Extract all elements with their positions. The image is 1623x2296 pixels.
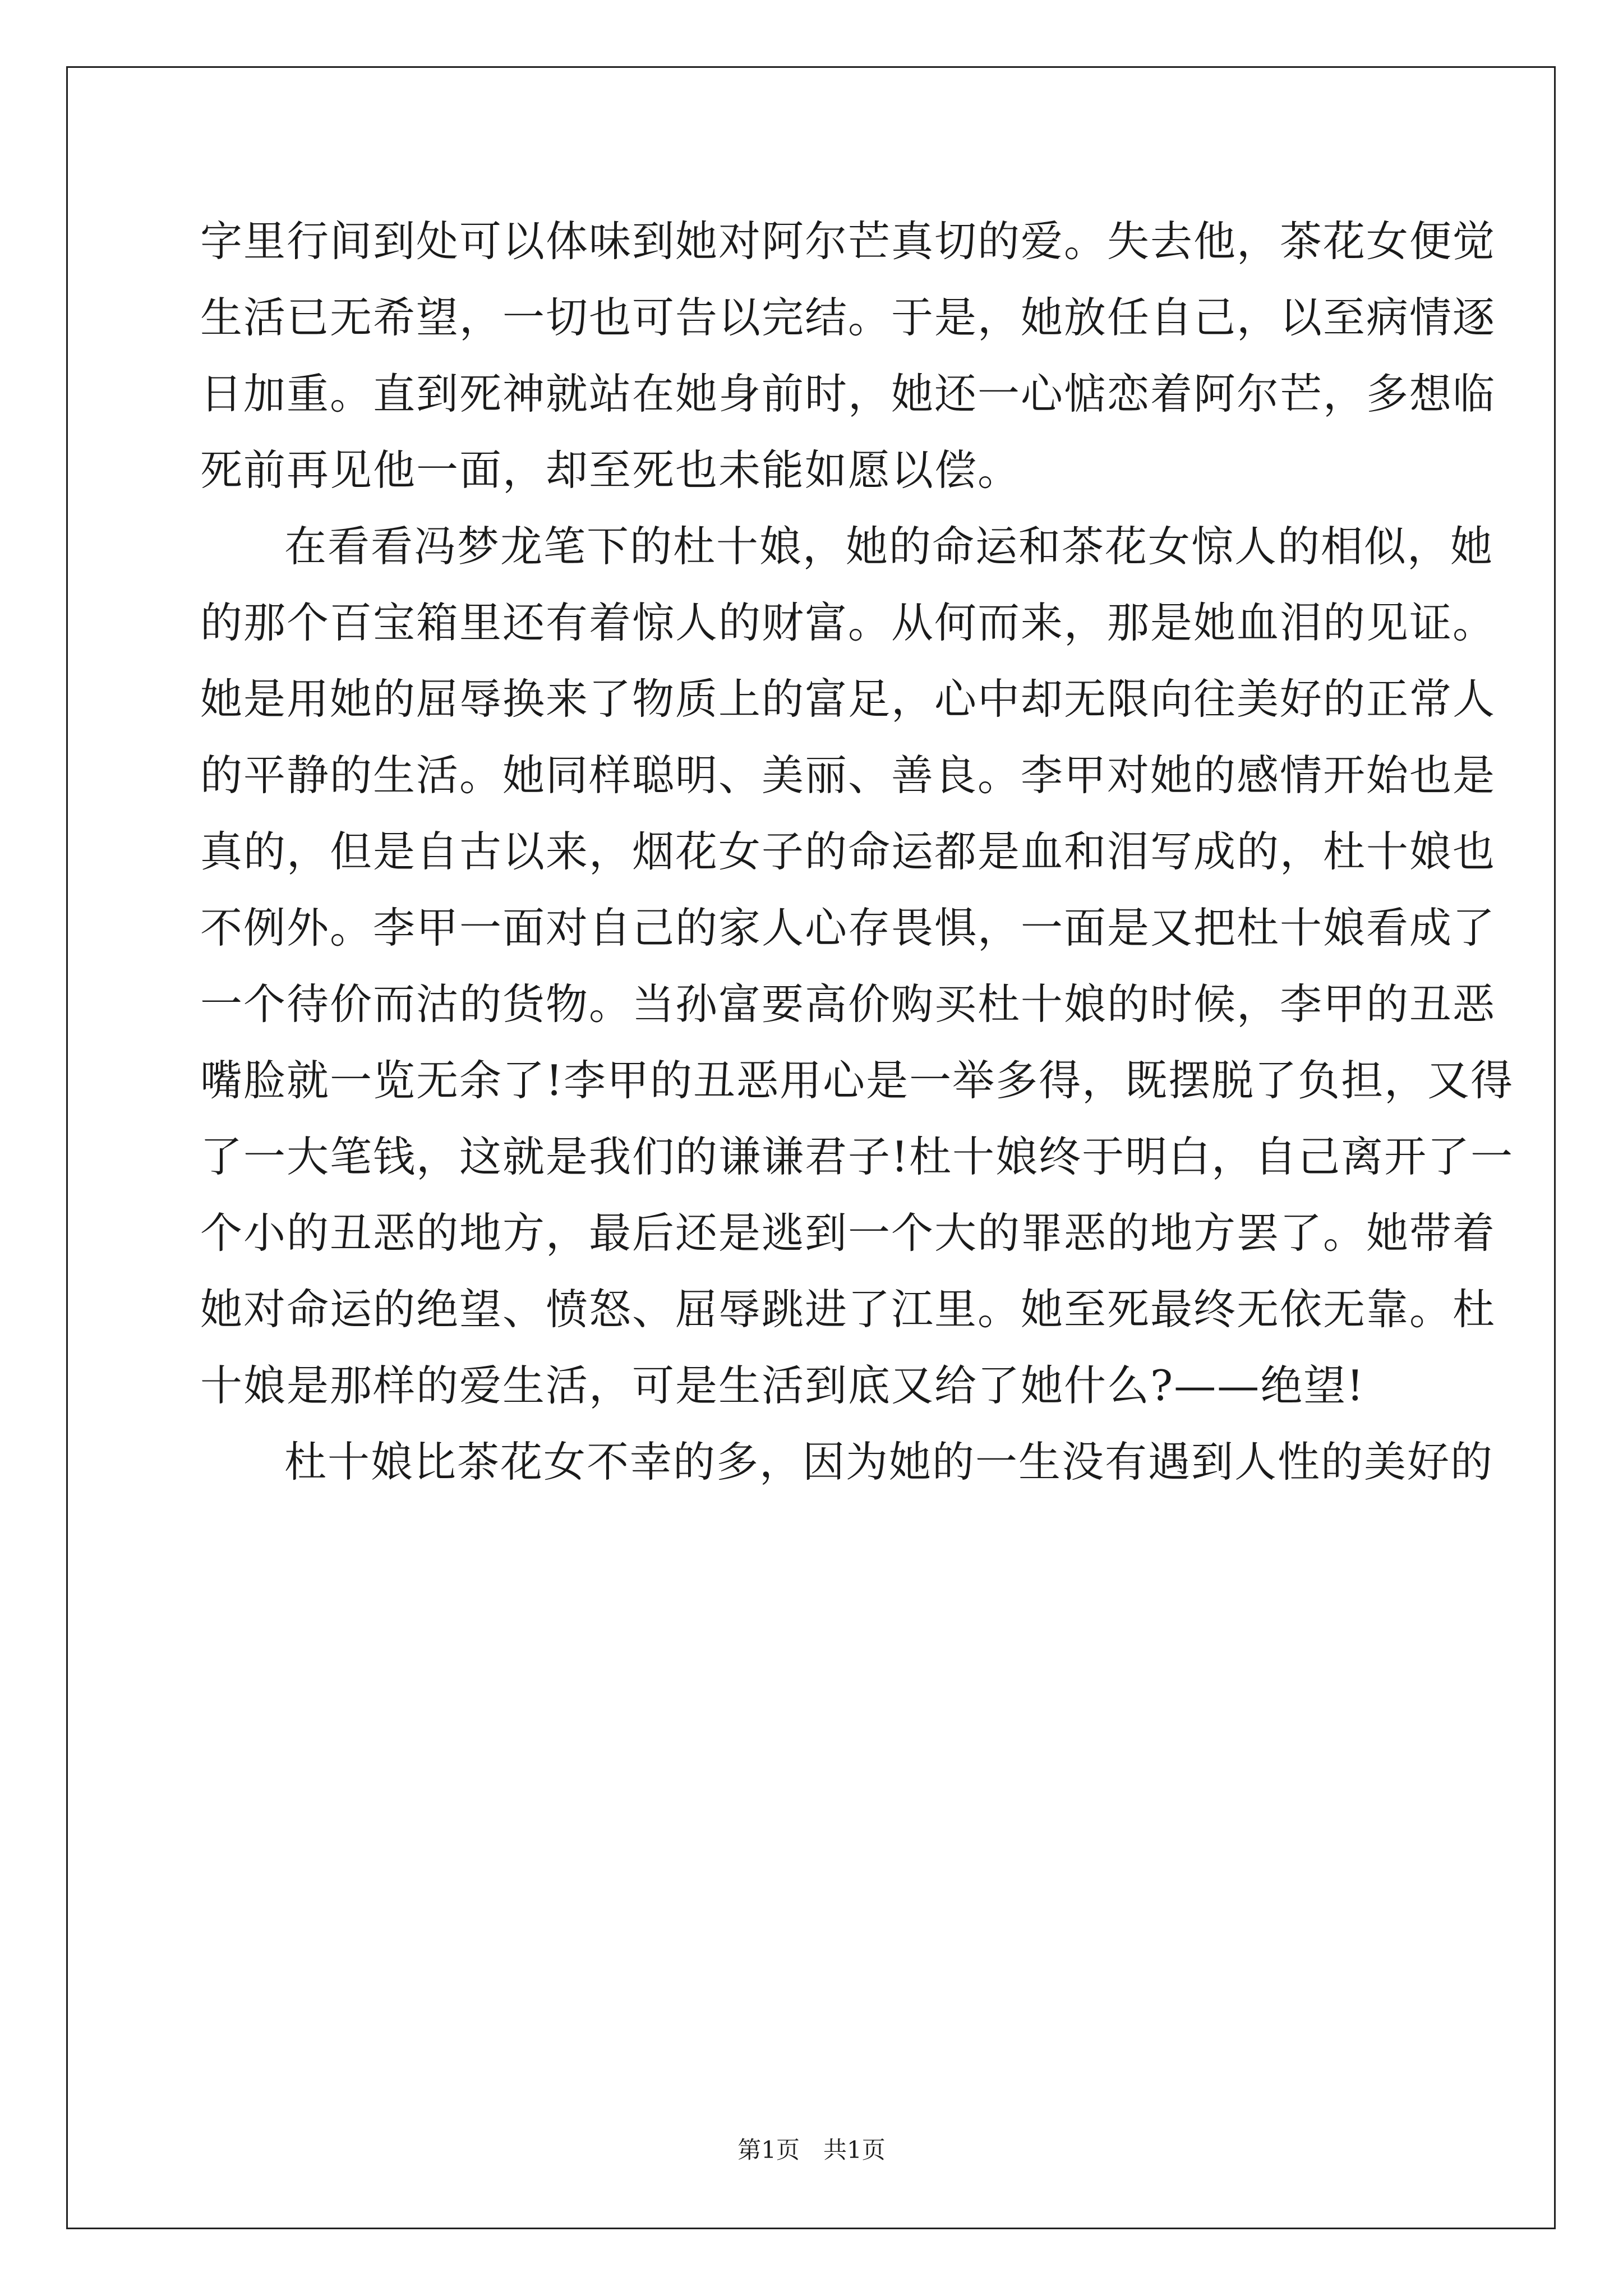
text-line: 的平静的生活。她同样聪明、美丽、善良。李甲对她的感情开始也是 — [200, 751, 1496, 800]
text-line: 的那个百宝箱里还有着惊人的财富。从何而来，那是她血泪的见证。 — [200, 598, 1496, 647]
body-text — [200, 203, 1514, 1500]
text-line: 死前再见他一面，却至死也未能如愿以偿。 — [200, 445, 1021, 495]
text-line: 嘴脸就一览无余了!李甲的丑恶用心是一举多得，既摆脱了负担，又得 — [200, 1056, 1514, 1105]
text-line: 个小的丑恶的地方，最后还是逃到一个大的罪恶的地方罢了。她带着 — [200, 1208, 1496, 1258]
text-line: 了一大笔钱，这就是我们的谦谦君子!杜十娘终于明白，自己离开了一 — [200, 1132, 1514, 1181]
text-line: 十娘是那样的爱生活，可是生活到底又给了她什么?——绝望! — [200, 1361, 1365, 1410]
text-line: 生活已无希望，一切也可告以完结。于是，她放任自己，以至病情逐 — [200, 293, 1496, 342]
text-line: 她对命运的绝望、愤怒、屈辱跳进了江里。她至死最终无依无靠。杜 — [200, 1285, 1496, 1334]
text-line: 真的，但是自古以来，烟花女子的命运都是血和泪写成的，杜十娘也 — [200, 827, 1496, 876]
paragraph-first-line: 在看看冯梦龙笔下的杜十娘，她的命运和茶花女惊人的相似，她 — [284, 522, 1494, 571]
text-line: 字里行间到处可以体味到她对阿尔芒真切的爱。失去他，茶花女便觉 — [200, 217, 1496, 266]
text-line: 不例外。李甲一面对自己的家人心存畏惧，一面是又把杜十娘看成了 — [200, 903, 1496, 953]
text-line: 一个待价而沽的货物。当孙富要高价购买杜十娘的时候，李甲的丑恶 — [200, 979, 1496, 1029]
paragraph-first-line: 杜十娘比茶花女不幸的多，因为她的一生没有遇到人性的美好的 — [284, 1437, 1494, 1487]
text-line: 她是用她的屈辱换来了物质上的富足，心中却无限向往美好的正常人 — [200, 674, 1496, 724]
text-line: 日加重。直到死神就站在她身前时，她还一心惦恋着阿尔芒，多想临 — [200, 369, 1496, 418]
page-number-footer: 第1页 共1页 — [737, 2136, 886, 2164]
